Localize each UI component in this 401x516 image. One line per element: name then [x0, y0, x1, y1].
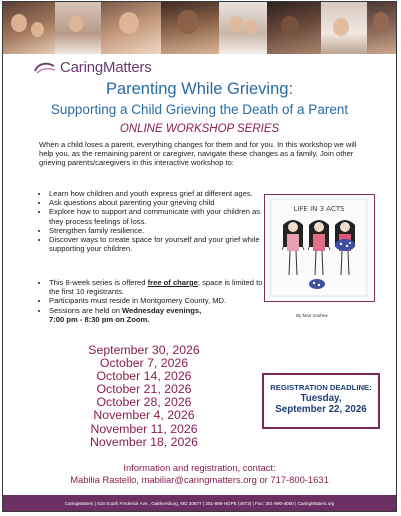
page-title: Parenting While Grieving: — [105, 80, 294, 98]
list-item-residency: • Participants must reside in Montgomery County, MD. — [49, 296, 271, 305]
deadline-date: September 22, 2026 — [275, 404, 367, 415]
series-label: ONLINE WORKSHOP SERIES — [119, 123, 280, 135]
illustration-credit: By Mari Andrew — [296, 313, 328, 318]
photo-banner — [3, 2, 396, 54]
details-list — [39, 278, 271, 324]
list-item: • Discover ways to create space for yourself and your grief while supporting your children. — [49, 235, 271, 253]
logo-swoosh-icon — [33, 61, 57, 75]
illustration-frame — [264, 194, 375, 302]
logo-text: CaringMatters — [60, 59, 152, 76]
sessions-time: 7:00 pm - 8:30 pm on Zoom. — [49, 314, 150, 324]
free-suffix: ; space is limited to the first 10 registrants. — [49, 278, 263, 297]
session-date: November 4, 2026 — [93, 408, 195, 423]
sessions-day: Wednesday evenings, — [122, 305, 202, 315]
footer-bar: CaringMatters | 518 South Frederick Ave., Gaithersburg, MD 20877 | 301-869-HOPE (4673) | Fax: 301-990-4000 | CaringMatters.org — [3, 495, 396, 512]
contact-line: Mabilia Rastello, mabiliar@caringmatters.org or 717-800-1631 — [70, 474, 329, 485]
flyer — [2, 1, 397, 512]
session-dates — [59, 344, 229, 449]
list-item: • Strengthen family resilience. — [49, 226, 271, 235]
deadline-label: REGISTRATION DEADLINE: — [270, 383, 372, 392]
caringmatters-logo — [33, 59, 152, 76]
registration-deadline-box — [262, 373, 380, 429]
photo-young-child — [321, 2, 367, 54]
session-date: October 14, 2026 — [96, 369, 192, 384]
photo-boy — [161, 2, 219, 54]
session-date: November 18, 2026 — [89, 434, 198, 449]
session-date: September 30, 2026 — [88, 343, 200, 357]
illustration-caption: LIFE IN 3 ACTS — [293, 205, 345, 213]
photo-man — [367, 2, 396, 54]
photo-family-couch — [55, 2, 101, 54]
list-item: • Explore how to support and communicate with your children as they process feelings of loss. — [49, 207, 271, 225]
photo-girl-smiling — [101, 2, 161, 54]
intro-paragraph: When a child loses a parent, everything changes for them and for you. In this workshop we will help you, as the remaining parent or caregiver, navigate these changes as a family. Join other grieving parents/caregivers in this interactive workshop to: — [39, 140, 357, 168]
deadline-day: Tuesday, — [300, 393, 342, 404]
photo-child-father — [267, 2, 321, 54]
photo-mother-daughter — [219, 2, 267, 54]
list-item: • Ask questions about parenting your grieving child — [49, 198, 271, 207]
illustration — [265, 195, 373, 300]
list-item: • Learn how children and youth express grief at different ages. — [49, 189, 271, 198]
sessions-prefix: Sessions are held on — [49, 305, 123, 315]
session-date: October 7, 2026 — [99, 356, 189, 371]
page-subtitle: Supporting a Child Grieving the Death of a Parent — [50, 102, 349, 117]
session-date: October 28, 2026 — [96, 395, 192, 410]
contact-heading: Information and registration, contact: — [123, 462, 276, 473]
list-item-sessions — [49, 306, 271, 324]
free-emphasis: free of charge — [147, 278, 198, 287]
free-prefix: This 8-week series is offered — [49, 278, 148, 287]
session-date: November 11, 2026 — [90, 421, 198, 436]
list-item-free — [49, 278, 271, 296]
session-date: October 21, 2026 — [96, 382, 192, 397]
photo-mother-child — [3, 2, 55, 54]
goals-list — [39, 189, 271, 253]
